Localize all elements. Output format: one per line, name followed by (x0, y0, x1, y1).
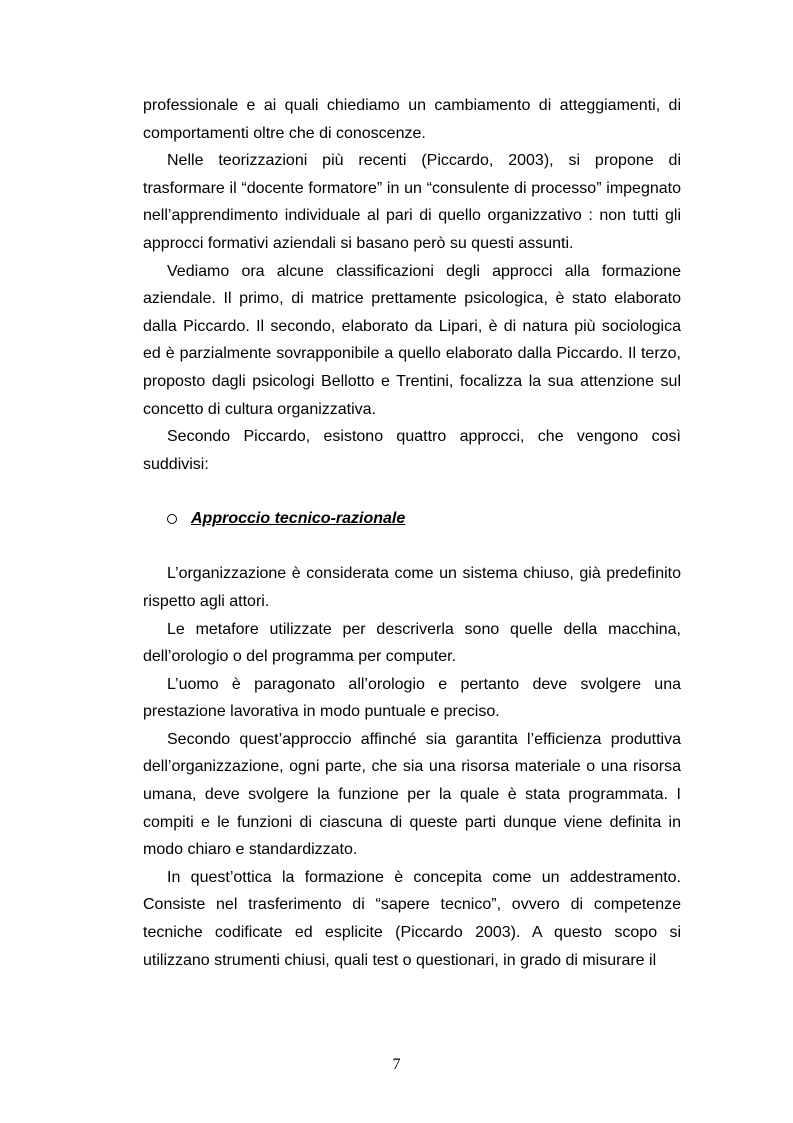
paragraph-organizzazione: L’organizzazione è considerata come un sistema chiuso, già predefinito rispetto agli attori. (143, 565, 681, 610)
paragraph-continuation: professionale e ai quali chiediamo un cambiamento di atteggiamenti, di comportamenti oltre che di conoscenze. (143, 97, 681, 142)
paragraph-uomo: L’uomo è paragonato all’orologio e pertanto deve svolgere una prestazione lavorativa in modo puntuale e preciso. (143, 675, 681, 721)
paragraph-classificazioni: Vediamo ora alcune classificazioni degli approcci alla formazione aziendale. Il primo, di matrice prettamente psicologica, è stato elaborato dalla Piccardo. Il secondo, elaborato da Lipari, è di natura più sociologica ed è parzialmente sovrapponibile a quello elaborato dalla Piccardo. Il terzo, proposto dagli psicologi Bellotto e Trentini, focalizza la sua attenzione sul concetto di cultura organizzativa. (143, 262, 681, 418)
paragraph-addestramento: In quest’ottica la formazione è concepita come un addestramento. Consiste nel trasferimento di “sapere tecnico”, ovvero di competenze tecniche codificate ed esplicite (Piccardo 2003). A questo scopo si utilizzano strumenti chiusi, quali test o questionari, in grado di misurare il (143, 868, 681, 969)
circle-bullet-icon (167, 514, 177, 524)
paragraph-teorizzazioni: Nelle teorizzazioni più recenti (Piccardo, 2003), si propone di trasformare il “docente formatore” in un “consulente di processo” impegnato nell’apprendimento individuale al pari di quello organizzativo : non tutti gli approcci formativi aziendali si basano però su questi assunti. (143, 152, 681, 252)
paragraph-metafore: Le metafore utilizzate per descriverla sono quelle della macchina, dell’orologio o del programma per computer. (143, 620, 681, 666)
document-page (143, 92, 681, 974)
page-number: 7 (392, 1056, 401, 1073)
section-heading-text: Approccio tecnico-razionale (191, 510, 406, 528)
section-heading (143, 505, 681, 533)
paragraph-efficienza: Secondo quest’approccio affinché sia garantita l’efficienza produttiva dell’organizzazione, ogni parte, che sia una risorsa materiale o una risorsa umana, deve svolgere la funzione per la quale è stata programmata. I compiti e le funzioni di ciascuna di queste parti dunque viene definita in modo chiaro e standardizzato. (143, 730, 681, 859)
paragraph-piccardo-approcci: Secondo Piccardo, esistono quattro approcci, che vengono così suddivisi: (143, 428, 681, 473)
